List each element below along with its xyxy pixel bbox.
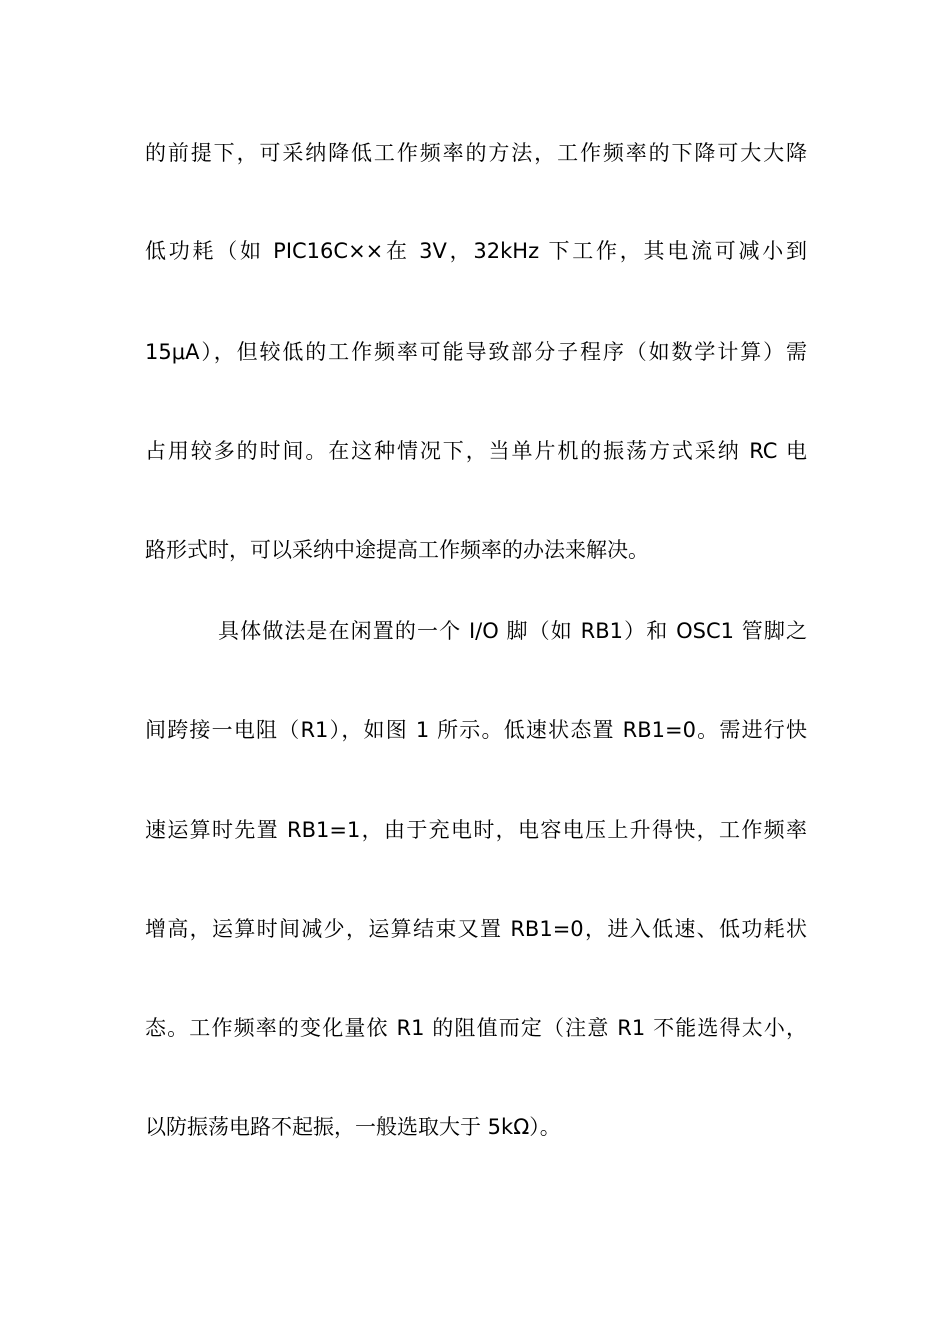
paragraph-line: 路形式时，可以采纳中途提高工作频率的办法来解决。: [145, 538, 649, 562]
paragraph-line: 的前提下，可采纳降低工作频率的方法，工作频率的下降可大大降: [145, 141, 807, 165]
paragraph-line: 增高，运算时间减少，运算结束又置 RB1=0，进入低速、低功耗状: [145, 917, 807, 941]
paragraph-line: 态。工作频率的变化量依 R1 的阻值而定（注意 R1 不能选得太小，: [145, 1016, 807, 1040]
paragraph-line: 速运算时先置 RB1=1，由于充电时，电容电压上升得快，工作频率: [145, 818, 807, 842]
paragraph-line: 低功耗（如 PIC16C××在 3V，32kHz 下工作，其电流可减小到: [145, 239, 807, 263]
paragraph-line: 以防振荡电路不起振，一般选取大于 5kΩ）。: [145, 1115, 561, 1139]
paragraph-line: 间跨接一电阻（R1），如图 1 所示。低速状态置 RB1=0。需进行快: [145, 718, 807, 742]
paragraph-line: 具体做法是在闲置的一个 I/O 脚（如 RB1）和 OSC1 管脚之: [218, 619, 807, 643]
paragraph-line: 占用较多的时间。在这种情况下，当单片机的振荡方式采纳 RC 电: [145, 439, 807, 463]
paragraph-line: 15μA），但较低的工作频率可能导致部分子程序（如数学计算）需: [145, 340, 807, 364]
